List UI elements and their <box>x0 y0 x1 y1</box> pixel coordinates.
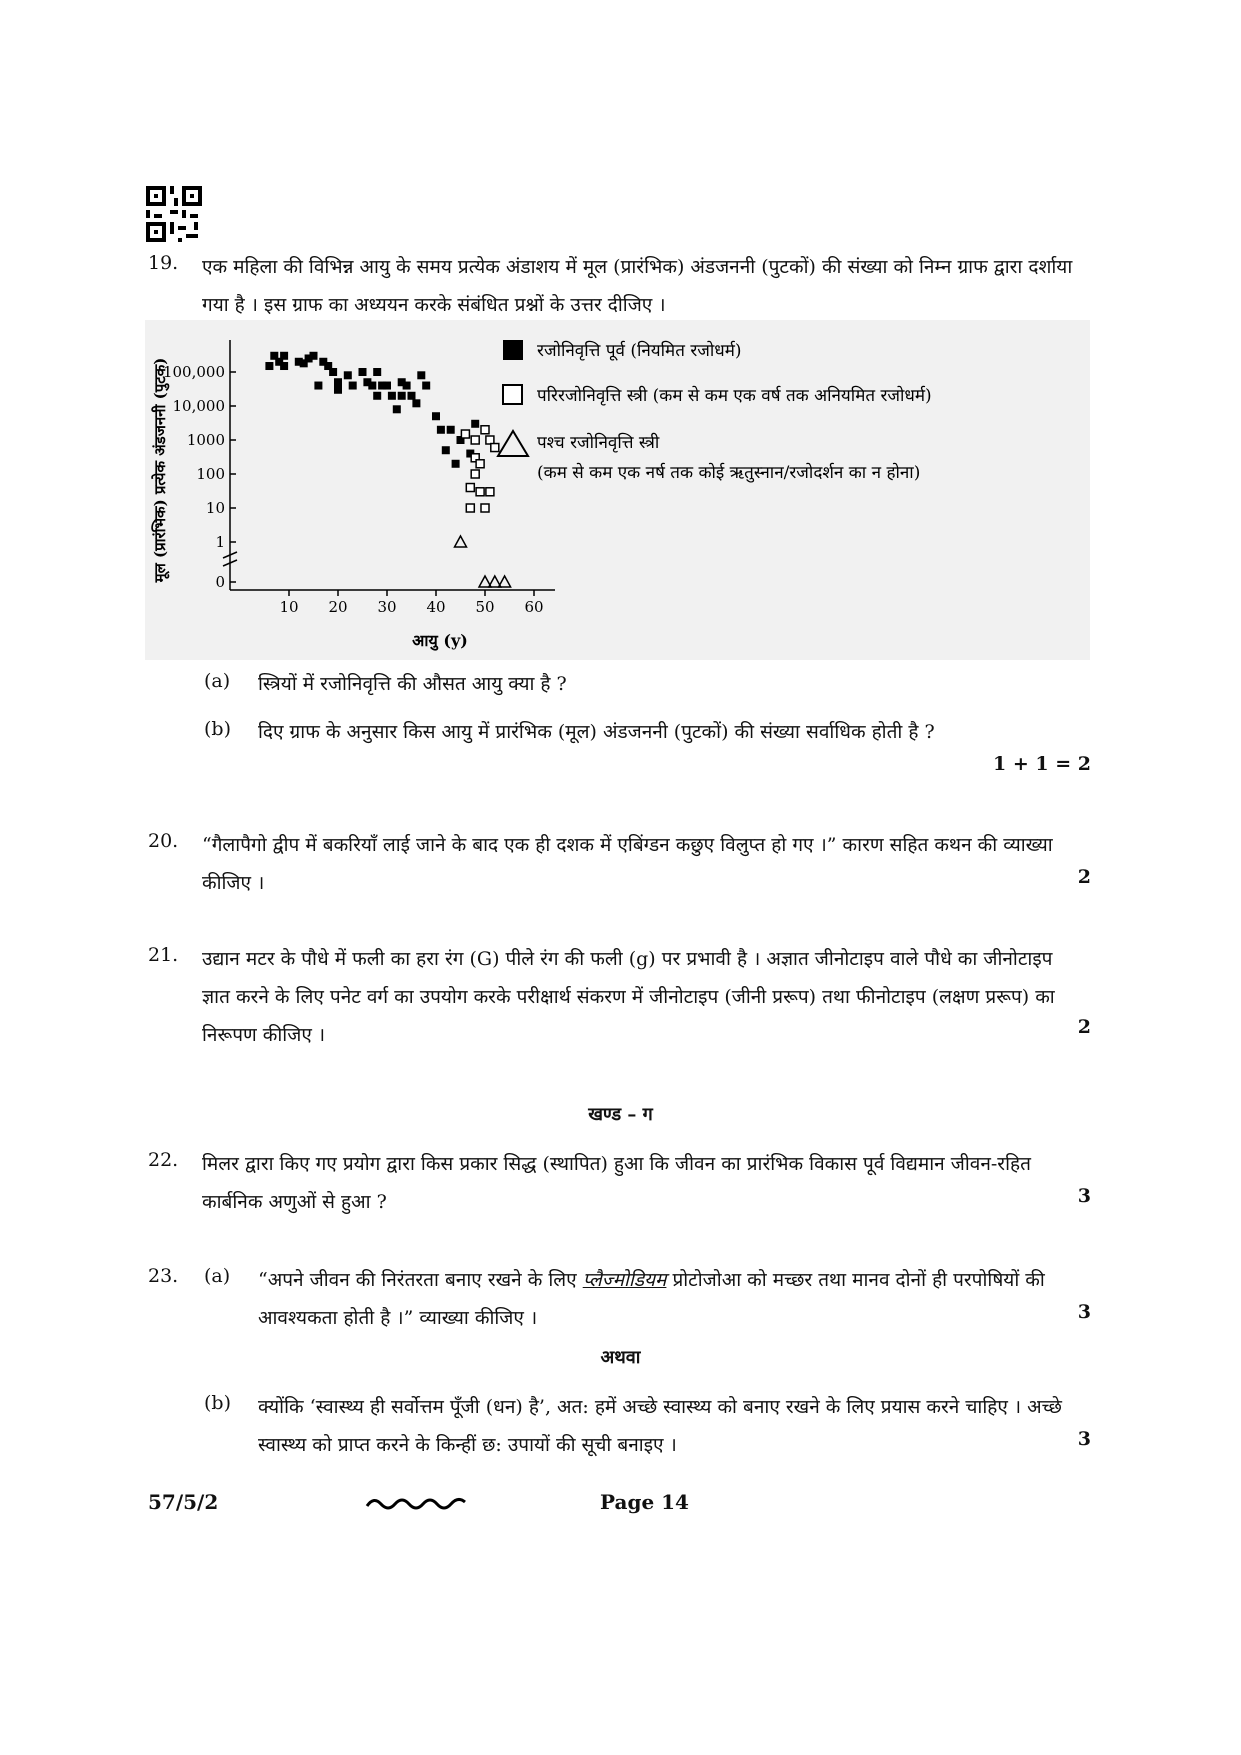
premenopausal-point <box>393 405 401 413</box>
legend-filled-square-icon <box>503 340 523 360</box>
legend-label-postmenopause: पश्च रजोनिवृत्ति स्त्री <box>537 433 660 453</box>
perimenopausal-point <box>486 488 494 496</box>
x-tick-label: 20 <box>328 598 348 616</box>
q22-number: 22. <box>148 1149 179 1171</box>
premenopausal-point <box>432 412 440 420</box>
premenopausal-point <box>437 426 445 434</box>
wavy-mark-icon <box>365 1494 470 1512</box>
perimenopausal-point <box>476 488 484 496</box>
premenopausal-point <box>388 392 396 400</box>
premenopausal-point <box>452 460 460 468</box>
or-label: अथवा <box>600 1347 641 1368</box>
y-tick-label: 10 <box>205 499 225 517</box>
y-tick-label: 100,000 <box>162 363 225 381</box>
y-tick-label: 0 <box>215 573 225 591</box>
postmenopausal-point <box>455 536 467 547</box>
perimenopausal-point <box>476 460 484 468</box>
q20-number: 20. <box>148 830 179 852</box>
premenopausal-point <box>334 386 342 394</box>
q23-a-text-part2: प्रोटोजोआ को मच्छर तथा मानव दोनों ही परपोषियों की आवश्यकता होती है ।” व्याख्या कीजिए । <box>258 1269 1045 1329</box>
premenopausal-point <box>310 352 318 360</box>
q22-text: मिलर द्वारा किए गए प्रयोग द्वारा किस प्रकार सिद्ध (स्थापित) हुआ कि जीवन का प्रारंभिक विकास पूर्व विद्यमान जीवन-रहित कार्बनिक अणुओं से हुआ ? <box>202 1153 1031 1213</box>
x-tick-label: 40 <box>426 598 446 616</box>
premenopausal-point <box>417 371 425 379</box>
legend-open-square-icon <box>503 385 522 404</box>
x-axis-label: आयु (y) <box>412 631 468 650</box>
legend-triangle-icon <box>498 431 528 456</box>
paper-code: 57/5/2 <box>148 1490 219 1514</box>
premenopausal-point <box>471 420 479 428</box>
q19-marks: 1 + 1 = 2 <box>993 753 1091 775</box>
q19-a-text: स्त्रियों में रजोनिवृत्ति की औसत आयु क्या है ? <box>258 673 567 695</box>
page-number: Page 14 <box>600 1490 689 1514</box>
perimenopausal-point <box>461 430 469 438</box>
premenopausal-point <box>403 382 411 390</box>
x-tick-labels <box>279 590 543 616</box>
q23-b-marks: 3 <box>1077 1428 1091 1450</box>
premenopausal-point <box>280 362 288 370</box>
premenopausal-point <box>265 362 273 370</box>
section-heading: खण्ड – ग <box>588 1104 653 1125</box>
q21-number: 21. <box>148 944 179 966</box>
qr-code-icon <box>146 186 202 242</box>
chart-legend <box>498 340 932 483</box>
chart-axes <box>223 340 555 590</box>
premenopausal-point <box>329 368 337 376</box>
q19-text: एक महिला की विभिन्न आयु के समय प्रत्येक अंडाशय में मूल (प्रारंभिक) अंडजननी (पुटकों) की संख्या को निम्न ग्राफ द्वारा दर्शाया गया है । इस ग्राफ का अध्ययन करके संबंधित प्रश्नों के उत्तर दीजिए । <box>202 256 1073 316</box>
follicle-scatter-plot <box>145 320 1090 660</box>
premenopausal-point <box>408 392 416 400</box>
q23-a-text <box>258 1261 1068 1337</box>
premenopausal-point <box>349 382 357 390</box>
perimenopausal-point <box>491 444 499 452</box>
y-axis-label: मूल (प्रारंभिक) प्रत्येक अंडजननी (पुटक) <box>151 357 169 583</box>
premenopausal-point <box>412 399 420 407</box>
q20-text: “गैलापैगो द्वीप में बकरियाँ लाई जाने के बाद एक ही दशक में एबिंग्डन कछुए विलुप्त हो गए ।” कारण सहित कथन की व्याख्या कीजिए । <box>202 834 1053 894</box>
y-tick-label: 1000 <box>186 431 225 449</box>
q23-number: 23. <box>148 1265 179 1287</box>
premenopausal-point <box>398 392 406 400</box>
premenopausal-point <box>280 352 288 360</box>
q19-a-label: (a) <box>204 670 231 692</box>
premenopausal-point <box>422 382 430 390</box>
perimenopausal-point <box>466 504 474 512</box>
perimenopausal-point <box>466 484 474 492</box>
x-tick-label: 30 <box>377 598 397 616</box>
follicle-chart <box>145 320 1090 660</box>
q19-b-label: (b) <box>204 718 231 740</box>
q19-b-text: दिए ग्राफ के अनुसार किस आयु में प्रारंभिक (मूल) अंडजननी (पुटकों) की संख्या सर्वाधिक होती है ? <box>258 721 935 743</box>
perimenopausal-point <box>471 436 479 444</box>
y-tick-label: 100 <box>196 465 225 483</box>
q23-a-label: (a) <box>204 1265 231 1287</box>
x-tick-label: 10 <box>279 598 299 616</box>
q23-a-italic-term: प्लैज्मोडियम <box>582 1269 667 1291</box>
premenopausal-point <box>442 446 450 454</box>
premenopausal-point <box>334 378 342 386</box>
premenopausal-point <box>373 368 381 376</box>
q21-marks: 2 <box>1077 1016 1091 1038</box>
legend-label-postmenopause-note: (कम से कम एक नर्ष तक कोई ऋतुस्नान/रजोदर्शन का न होना) <box>537 463 921 483</box>
premenopausal-point <box>344 371 352 379</box>
q23-a-text-part1: “अपने जीवन की निरंतरता बनाए रखने के लिए <box>258 1269 583 1291</box>
x-tick-label: 60 <box>524 598 544 616</box>
legend-label-perimenopause: परिरजोनिवृत्ति स्त्री (कम से कम एक वर्ष तक अनियमित रजोधर्म) <box>537 386 932 406</box>
x-tick-label: 50 <box>475 598 495 616</box>
legend-label-premenopause: रजोनिवृत्ति पूर्व (नियमित रजोधर्म) <box>537 341 742 361</box>
premenopausal-point <box>359 368 367 376</box>
q23-b-text: क्योंकि ‘स्वास्थ्य ही सर्वोत्तम पूँजी (धन) है’, अत: हमें अच्छे स्वास्थ्य को बनाए रखने के लिए प्रयास करने चाहिए । अच्छे स्वास्थ्य को प्राप्त करने के किन्हीं छ: उपायों की सूची बनाइए । <box>258 1396 1062 1456</box>
q23-a-marks: 3 <box>1077 1301 1091 1323</box>
q21-text: उद्यान मटर के पौधे में फली का हरा रंग (G) पीले रंग की फली (g) पर प्रभावी है । अज्ञात जीनोटाइप वाले पौधे का जीनोटाइप ज्ञात करने के लिए पनेट वर्ग का उपयोग करके परीक्षार्थ संकरण में जीनोटाइप (जीनी प्ररूप) तथा फीनोटाइप (लक्षण प्ररूप) का निरूपण कीजिए । <box>202 948 1055 1046</box>
premenopausal-point <box>373 392 381 400</box>
q23-b-label: (b) <box>204 1392 231 1414</box>
q20-marks: 2 <box>1077 866 1091 888</box>
q22-marks: 3 <box>1077 1185 1091 1207</box>
y-tick-label: 10,000 <box>172 397 225 415</box>
premenopausal-point <box>368 382 376 390</box>
data-points <box>265 352 510 587</box>
perimenopausal-point <box>471 470 479 478</box>
premenopausal-point <box>314 382 322 390</box>
premenopausal-point <box>383 382 391 390</box>
y-tick-label: 1 <box>215 533 225 551</box>
perimenopausal-point <box>481 504 489 512</box>
perimenopausal-point <box>481 426 489 434</box>
premenopausal-point <box>447 426 455 434</box>
q19-number: 19. <box>148 252 179 274</box>
